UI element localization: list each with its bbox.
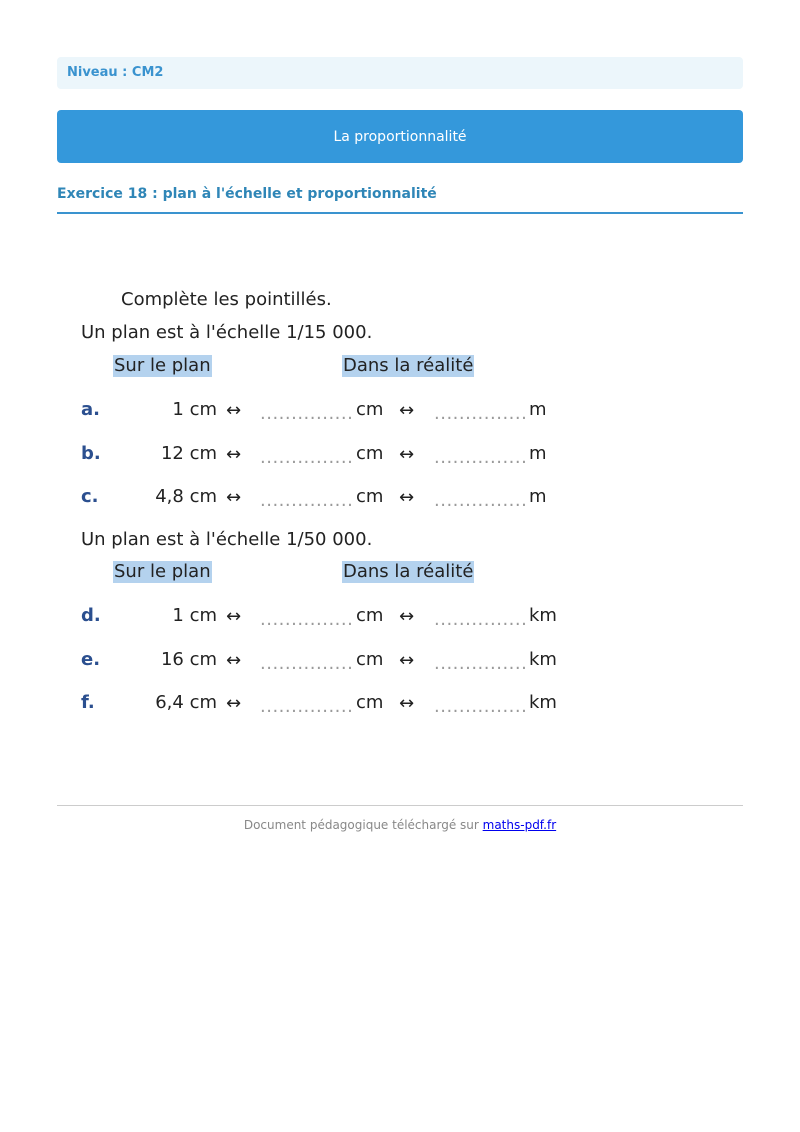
plan-value: 12 cm: [160, 443, 217, 464]
double-arrow-icon: ↔: [399, 606, 415, 627]
row-letter: c.: [81, 486, 99, 507]
blank-reality[interactable]: ...............: [434, 696, 528, 717]
blank-reality[interactable]: ...............: [434, 403, 528, 424]
unit-reality: m: [529, 399, 547, 420]
plan-value: 1 cm: [172, 399, 217, 420]
unit-cm: cm: [356, 692, 384, 713]
plan-value: 4,8 cm: [155, 486, 217, 507]
row-letter: a.: [81, 399, 100, 420]
double-arrow-icon: ↔: [226, 444, 242, 465]
blank-cm[interactable]: ...............: [260, 653, 354, 674]
plan-value: 6,4 cm: [155, 692, 217, 713]
row-letter: d.: [81, 605, 101, 626]
unit-reality: km: [529, 649, 557, 670]
unit-reality: km: [529, 605, 557, 626]
unit-cm: cm: [356, 649, 384, 670]
level-label: Niveau : CM2: [67, 65, 164, 80]
column-header-reality-1: Dans la réalité: [343, 355, 474, 376]
column-header-plan-2: Sur le plan: [114, 561, 211, 582]
plan-value: 1 cm: [172, 605, 217, 626]
footer: [0, 818, 800, 832]
plan-value: 16 cm: [160, 649, 217, 670]
unit-reality: m: [529, 443, 547, 464]
instruction: Complète les pointillés.: [121, 289, 332, 310]
double-arrow-icon: ↔: [399, 444, 415, 465]
row-letter: f.: [81, 692, 95, 713]
unit-cm: cm: [356, 605, 384, 626]
double-arrow-icon: ↔: [226, 693, 242, 714]
double-arrow-icon: ↔: [399, 487, 415, 508]
double-arrow-icon: ↔: [226, 487, 242, 508]
unit-cm: cm: [356, 486, 384, 507]
scale-statement-1: Un plan est à l'échelle 1/15 000.: [81, 322, 373, 343]
topic-banner: La proportionnalité: [57, 110, 743, 163]
blank-cm[interactable]: ...............: [260, 447, 354, 468]
double-arrow-icon: ↔: [226, 400, 242, 421]
scale-statement-2: Un plan est à l'échelle 1/50 000.: [81, 529, 373, 550]
footer-divider: [57, 805, 743, 806]
row-letter: b.: [81, 443, 101, 464]
blank-reality[interactable]: ...............: [434, 447, 528, 468]
double-arrow-icon: ↔: [399, 693, 415, 714]
blank-reality[interactable]: ...............: [434, 490, 528, 511]
unit-reality: km: [529, 692, 557, 713]
blank-cm[interactable]: ...............: [260, 403, 354, 424]
exercise-title: Exercice 18 : plan à l'échelle et proportionnalité: [57, 186, 437, 202]
blank-cm[interactable]: ...............: [260, 490, 354, 511]
blank-reality[interactable]: ...............: [434, 653, 528, 674]
unit-cm: cm: [356, 443, 384, 464]
footer-link[interactable]: maths-pdf.fr: [482, 818, 557, 832]
double-arrow-icon: ↔: [399, 400, 415, 421]
column-header-reality-2: Dans la réalité: [343, 561, 474, 582]
unit-reality: m: [529, 486, 547, 507]
double-arrow-icon: ↔: [226, 606, 242, 627]
blank-cm[interactable]: ...............: [260, 696, 354, 717]
double-arrow-icon: ↔: [226, 650, 242, 671]
row-letter: e.: [81, 649, 101, 670]
blank-reality[interactable]: ...............: [434, 609, 528, 630]
blank-cm[interactable]: ...............: [260, 609, 354, 630]
footer-text: Document pédagogique téléchargé sur: [243, 818, 483, 832]
column-header-plan-1: Sur le plan: [114, 355, 211, 376]
double-arrow-icon: ↔: [399, 650, 415, 671]
unit-cm: cm: [356, 399, 384, 420]
